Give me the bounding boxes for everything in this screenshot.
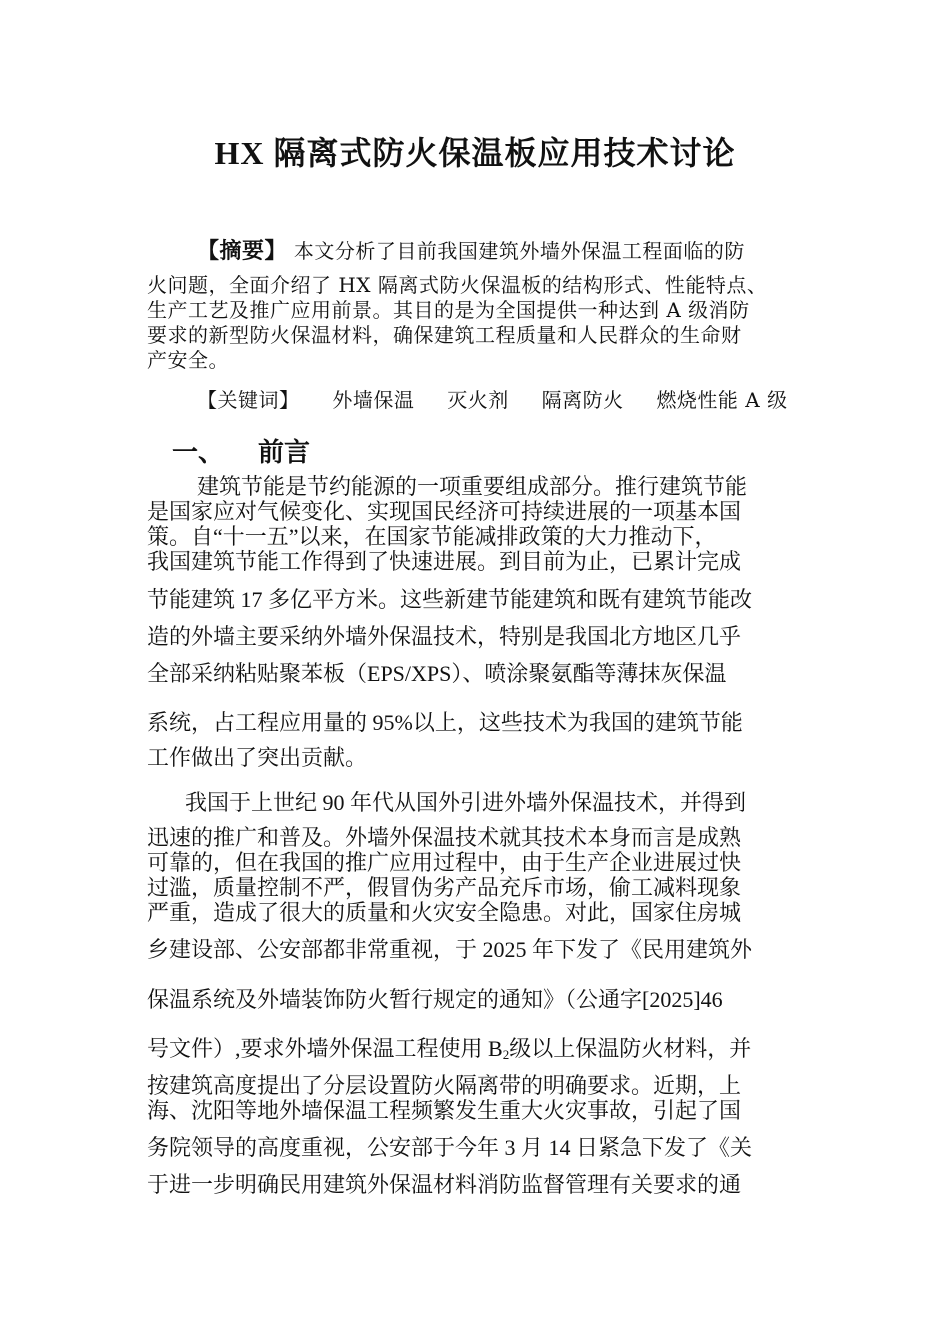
keywords-line [197, 387, 807, 413]
abstract-label: 【摘要】 [197, 238, 288, 264]
para2-line-10: 海、沈阳等地外墙保温工程频繁发生重大火灾事故，引起了国 [147, 1098, 742, 1123]
abstract-text-1: 本文分析了目前我国建筑外墙外保温工程面临的防 [293, 239, 745, 263]
para1-line-8: 系统，占工程应用量的 95%以上，这些技术为我国的建筑节能 [147, 710, 743, 735]
abstract-line-1 [197, 238, 807, 264]
para1-line-9: 工作做出了突出贡献。 [147, 745, 368, 770]
para1-line-5: 节能建筑 17 多亿平方米。这些新建节能建筑和既有建筑节能改 [147, 587, 753, 612]
para1-line-4: 我国建筑节能工作得到了快速进展。到目前为止，已累计完成 [147, 549, 742, 574]
keyword-3: 隔离防火 [541, 388, 624, 412]
para2-line-9: 按建筑高度提出了分层设置防火隔离带的明确要求。近期，上 [147, 1073, 742, 1098]
para2-line-4: 过滥，质量控制不严，假冒伪劣产品充斥市场，偷工减料现象 [147, 875, 742, 900]
para2-line-3: 可靠的，但在我国的推广应用过程中，由于生产企业进展过快 [147, 850, 742, 875]
para1-line-7: 全部采纳粘贴聚苯板（EPS/XPS）、喷涂聚氨酯等薄抹灰保温 [147, 661, 727, 686]
keyword-2: 灭火剂 [447, 388, 509, 412]
subscript-2: 2 [502, 1047, 510, 1062]
abstract-line-3: 生产工艺及推广应用前景。其目的是为全国提供一种达到 A 级消防 [147, 298, 750, 322]
para2-line-5: 严重，造成了很大的质量和火灾安全隐患。对此，国家住房城 [147, 900, 742, 925]
para2-line-6: 乡建设部、公安部都非常重视，于 2025 年下发了《民用建筑外 [147, 937, 753, 962]
keyword-4: 燃烧性能 A 级 [656, 388, 788, 412]
para2-line-8-text-b: 级以上保温防火材料，并 [509, 1036, 752, 1061]
para1-line-2: 是国家应对气候变化、实现国民经济可持续进展的一项基本国 [147, 499, 742, 524]
section-heading [172, 432, 310, 469]
abstract-line-4: 要求的新型防火保温材料，确保建筑工程质量和人民群众的生命财 [147, 323, 742, 347]
para1-line-6: 造的外墙主要采纳外墙外保温技术，特别是我国北方地区几乎 [147, 624, 742, 649]
para2-line-7: 保温系统及外墙装饰防火暂行规定的通知》（公通字[2025]46 [147, 987, 723, 1012]
abstract-line-2: 火问题，全面介绍了 HX 隔离式防火保温板的结构形式、性能特点、 [147, 273, 768, 297]
para2-line-11: 务院领导的高度重视，公安部于今年 3 月 14 日紧急下发了《关 [147, 1135, 753, 1160]
para2-line-8-text-a: 号文件）,要求外墙外保温工程使用 B [147, 1036, 503, 1061]
keyword-1: 外墙保温 [332, 388, 415, 412]
para1-line-3: 策。自“十一五”以来，在国家节能减排政策的大力推动下， [147, 524, 717, 549]
para2-line-1: 我国于上世纪 90 年代从国外引进外墙外保温技术，并得到 [185, 790, 747, 815]
keywords-label: 【关键词】 [197, 388, 300, 412]
abstract-line-5: 产安全。 [147, 348, 229, 372]
para2-line-8 [147, 1036, 807, 1062]
para2-line-12: 于进一步明确民用建筑外保温材料消防监督管理有关要求的通 [147, 1172, 742, 1197]
section-title: 前言 [258, 438, 311, 468]
section-number: 一、 [172, 438, 225, 468]
para2-line-2: 迅速的推广和普及。外墙外保温技术就其技术本身而言是成熟 [147, 825, 742, 850]
document-title: HX 隔离式防火保温板应用技术讨论 [214, 135, 736, 171]
para1-line-1: 建筑节能是节约能源的一项重要组成部分。推行建筑节能 [197, 474, 748, 499]
